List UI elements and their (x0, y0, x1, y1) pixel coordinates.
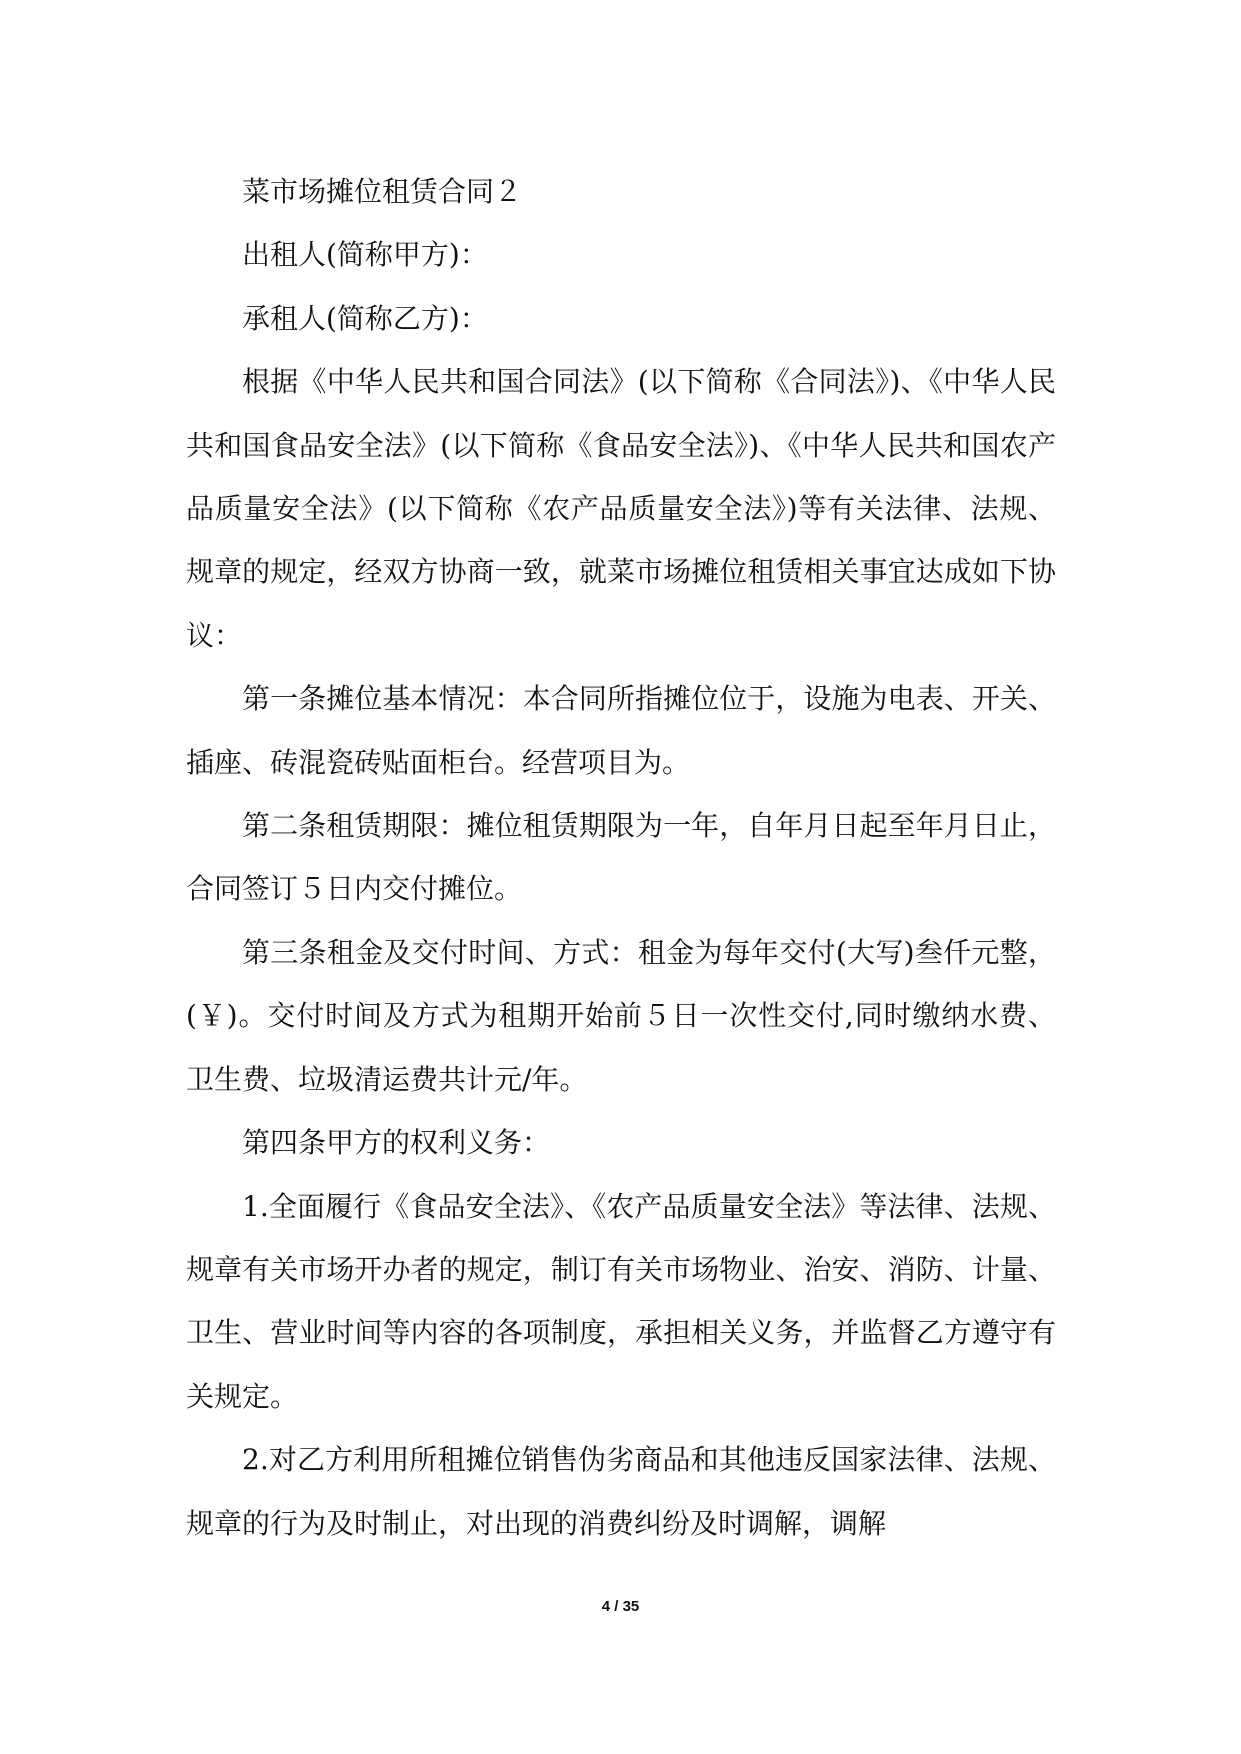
page-number: 4 / 35 (601, 1598, 640, 1615)
article-4-heading: 第四条甲方的权利义务： (242, 1126, 551, 1160)
article-3-paragraph: 第三条租金及交付时间、方式：租金为每年交付(大写)叁仟元整，(￥)。交付时间及方式为租期开始前５日一次性交付,同时缴纳水费、卫生费、垃圾清运费共计元/年。 (186, 935, 1056, 1096)
lessee-line: 承租人(简称乙方)： (242, 301, 488, 335)
article-4-item-1: 1.全面履行《食品安全法》、《农产品质量安全法》等法律、法规、规章有关市场开办者的规定，制订有关市场物业、治安、消防、计量、卫生、营业时间等内容的各项制度，承担相关义务，并监督乙方遵守有关规定。 (186, 1189, 1056, 1413)
document-body (186, 160, 1056, 1555)
preamble-paragraph: 根据《中华人民共和国合同法》(以下简称《合同法》)、《中华人民共和国食品安全法》(以下简称《食品安全法》)、《中华人民共和国农产品质量安全法》(以下简称《农产品质量安全法》)等有关法律、法规、规章的规定，经双方协商一致，就菜市场摊位租赁相关事宜达成如下协议： (186, 365, 1056, 652)
article-1-paragraph: 第一条摊位基本情况：本合同所指摊位位于，设施为电表、开关、插座、砖混瓷砖贴面柜台。经营项目为。 (186, 682, 1056, 779)
lessor-line: 出租人(简称甲方)： (242, 238, 488, 272)
article-4-item-2: 2.对乙方利用所租摊位销售伪劣商品和其他违反国家法律、法规、规章的行为及时制止，对出现的消费纠纷及时调解，调解 (186, 1443, 1056, 1540)
contract-title: 菜市场摊位租赁合同２ (242, 175, 523, 208)
article-2-paragraph: 第二条租赁期限：摊位租赁期限为一年，自年月日起至年月日止，合同签订５日内交付摊位。 (186, 809, 1056, 906)
